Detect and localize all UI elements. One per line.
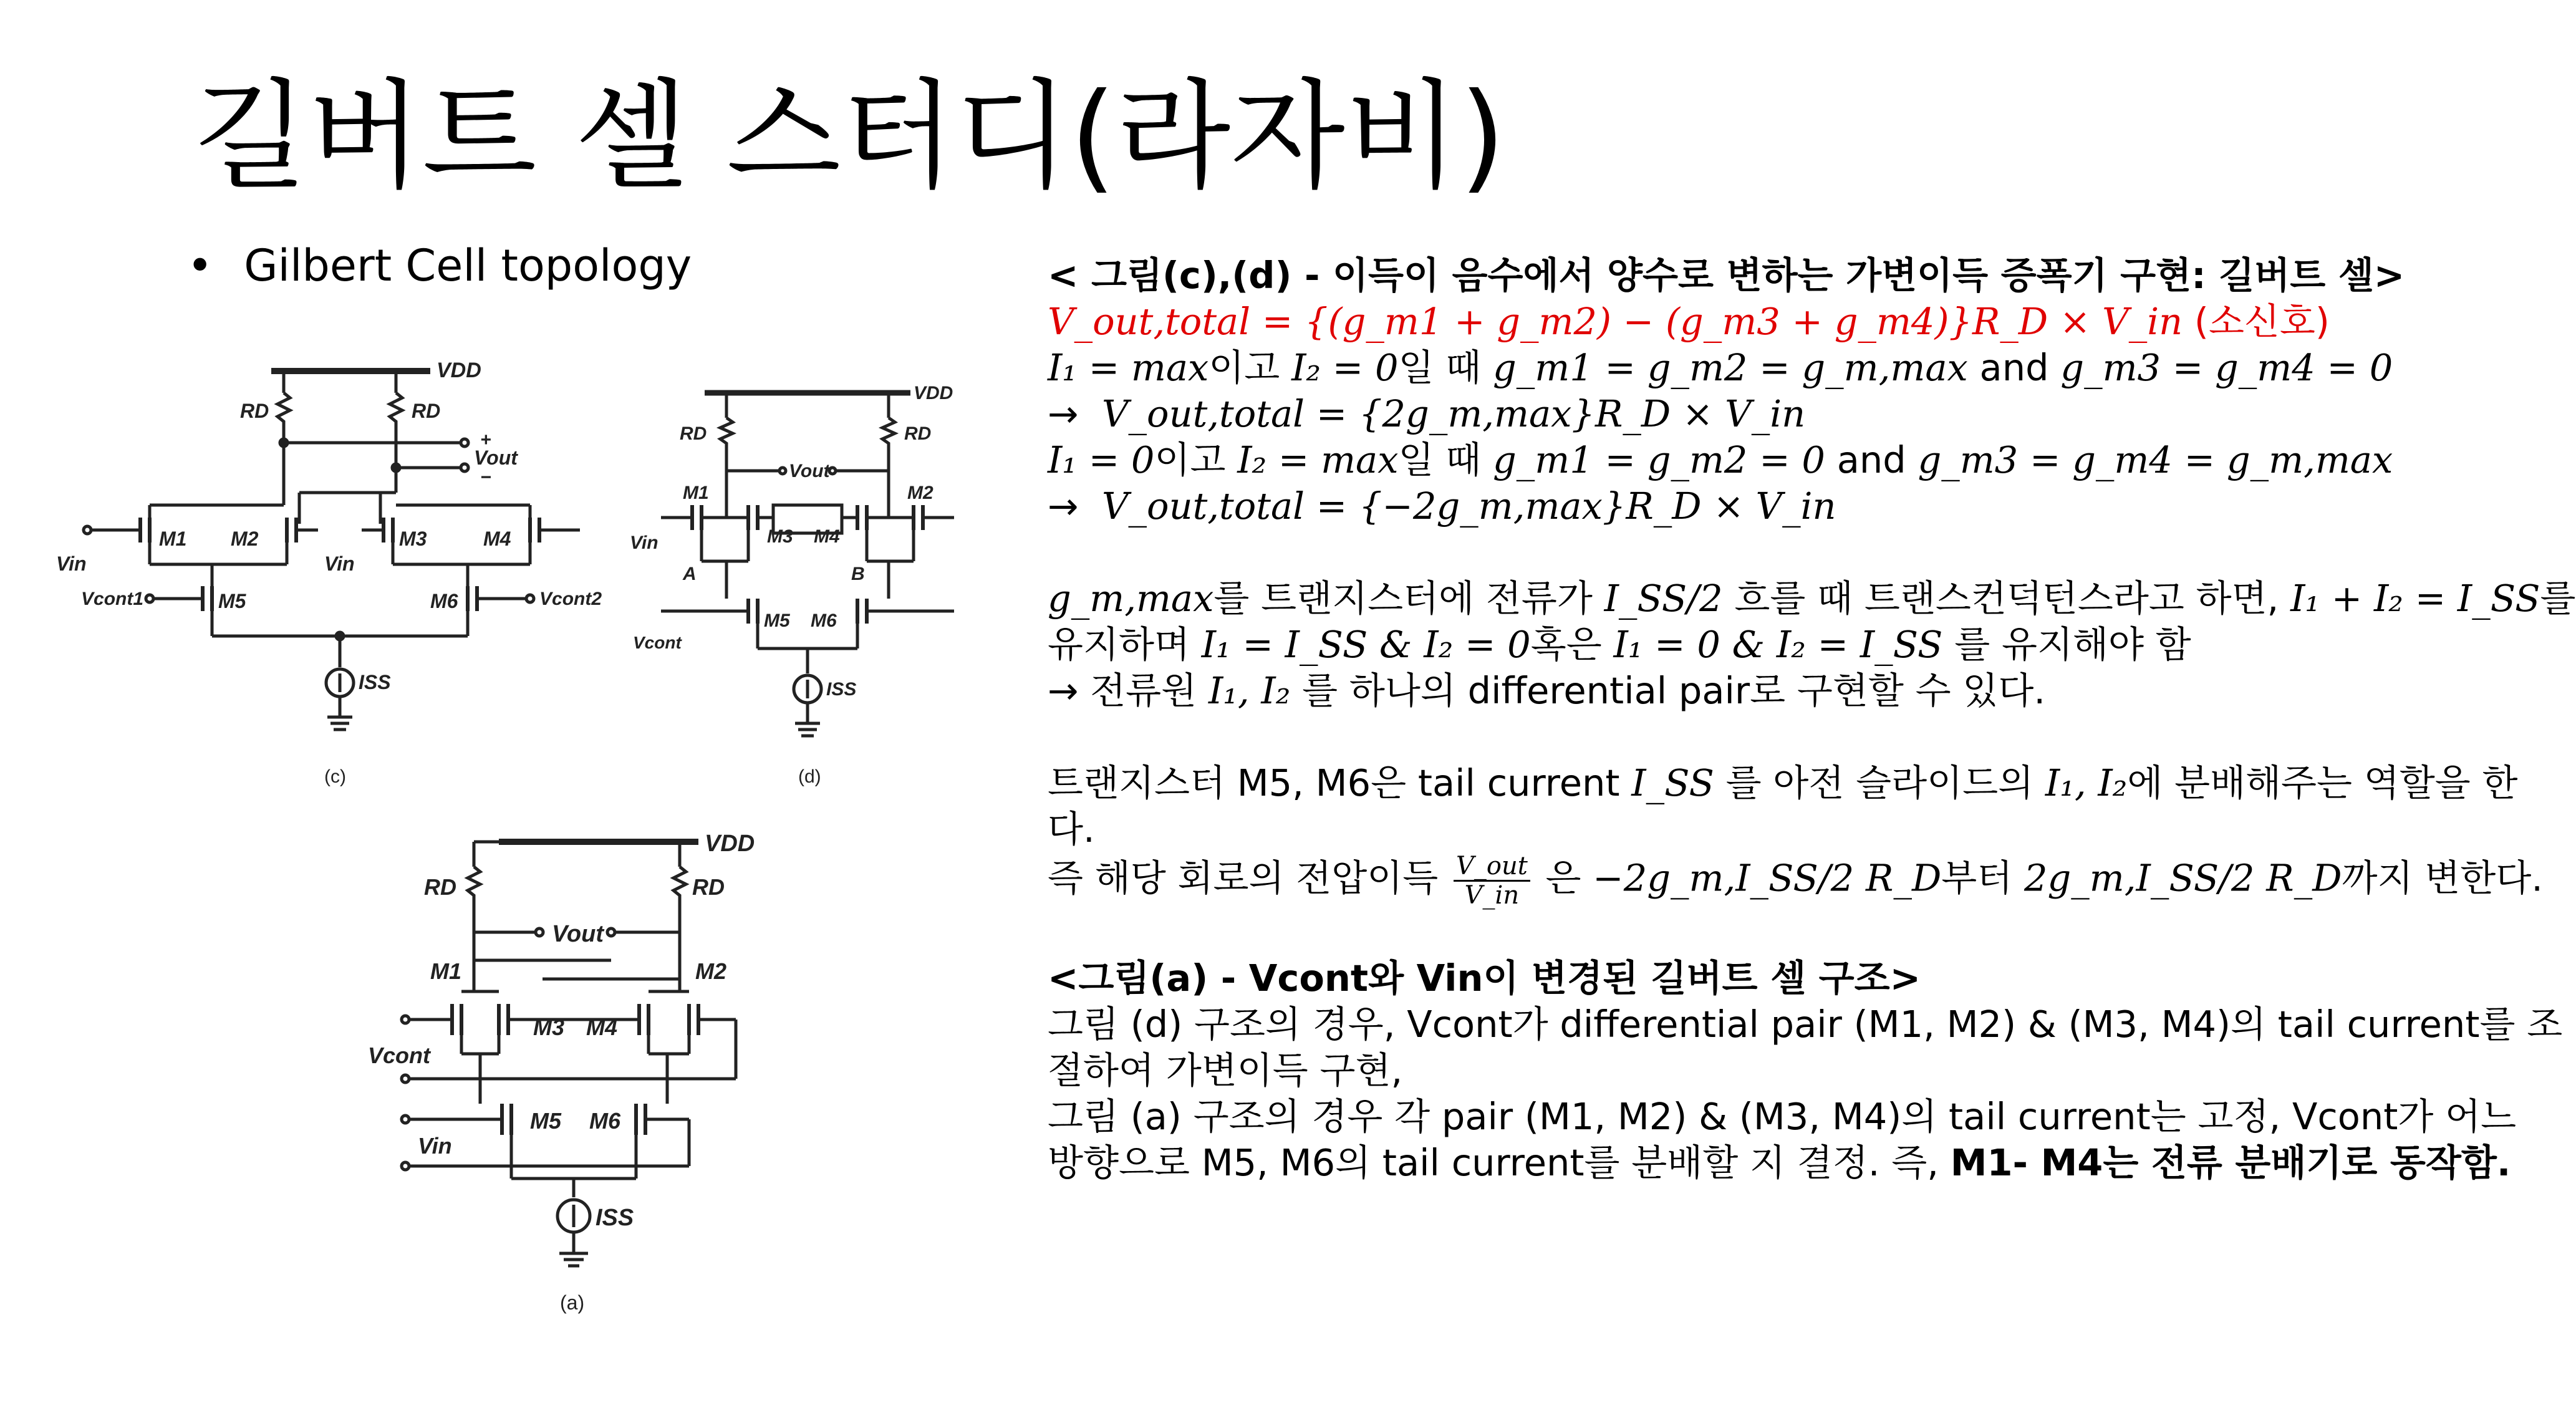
explanation-text: [1048, 253, 2576, 1186]
case2-line: I₁ = 0이고 I₂ = max일 때 g_m1 = g_m2 = 0 and g_m3 = g_m4 = g_m,max: [1048, 438, 2393, 481]
fig-a-m4: M4: [586, 1015, 618, 1040]
fig-c-rd-right: RD: [412, 400, 441, 422]
figure-c-circuit: [25, 349, 655, 798]
fig-c-vdd: VDD: [437, 359, 481, 382]
fig-d-vout: Vout: [789, 461, 830, 481]
para-gain: 즉 해당 회로의 전압이득 $\frac{\text{V\_out}}{V\_in}$ 은 −2g_m,I_SS/2 R_D부터 2g_m,I_SS/2 R_D까지 변한다.: [1048, 852, 2543, 910]
fig-c-vcont1: Vcont1: [81, 589, 144, 609]
fig-d-m2: M2: [907, 483, 933, 503]
fig-a-m1: M1: [430, 958, 462, 984]
fig-d-vdd: VDD: [914, 383, 953, 403]
para-m5m6-cont: 다.: [1048, 808, 1095, 851]
fig-d-m5: M5: [764, 610, 790, 631]
arrow-icon: →: [1048, 392, 1079, 435]
fig-d-rd-right: RD: [904, 423, 932, 444]
fig-c-m6: M6: [430, 590, 458, 612]
equation-main: [1048, 299, 2482, 345]
figure-a-circuit: [349, 817, 786, 1328]
fig-a-m5: M5: [530, 1108, 562, 1134]
fig-a-vdd: VDD: [705, 831, 755, 857]
fig-d-m1: M1: [683, 483, 709, 503]
para-gmmax-1: g_m,max를 트랜지스터에 전류가 I_SS/2 흐를 때 트랜스컨덕턴스라고 하면, I₁ + I₂ = I_SS를: [1048, 577, 2576, 620]
fig-a-m6: M6: [589, 1108, 621, 1134]
fig-a-vin: Vin: [418, 1133, 452, 1159]
heading-cd: < 그림(c),(d) - 이득이 음수에서 양수로 변하는 가변이득 증폭기 구현: 길버트 셀>: [1048, 254, 2405, 297]
para-gmmax-2: 유지하며 I₁ = I_SS & I₂ = 0혹은 I₁ = 0 & I₂ = I_SS 를 유지해야 함: [1048, 623, 2191, 666]
fig-a-vout: Vout: [552, 921, 604, 947]
para-m5m6: 트랜지스터 M5, M6은 tail current I_SS 를 아전 슬라이드의 I₁, I₂에 분배해주는 역할을 한: [1048, 761, 2518, 804]
bullet-item: [187, 240, 692, 291]
fig-c-caption: (c): [324, 766, 346, 787]
heading-a: <그림(a) - Vcont와 Vin이 변경된 길버트 셀 구조>: [1048, 957, 1921, 1000]
arrow-icon: →: [1048, 485, 1079, 528]
fig-d-m3: M3: [767, 526, 793, 547]
para-a-1: 그림 (d) 구조의 경우, Vcont가 differential pair (M1, M2) & (M3, M4)의 tail current를 조: [1048, 1003, 2563, 1046]
gain-fraction: $\frac{\text{V\_out}}{V\_in}$: [1454, 852, 1530, 909]
fig-c-minus: −: [480, 467, 491, 488]
case1-result: → V_out,total = {2g_m,max}R_D × V_in: [1048, 392, 1806, 435]
fig-d-caption: (d): [798, 766, 821, 787]
fig-d-vin: Vin: [630, 533, 658, 553]
eq-main-note: (소신호): [2194, 300, 2330, 343]
fig-a-iss: ISS: [596, 1205, 634, 1231]
fig-a-m2: M2: [695, 958, 727, 984]
bullet-text: Gilbert Cell topology: [244, 240, 692, 291]
fig-c-m4: M4: [483, 528, 511, 550]
para-a-2: 절하여 가변이득 구현,: [1048, 1049, 1403, 1092]
fig-c-plus: +: [480, 430, 491, 450]
fig-c-iss: ISS: [359, 671, 391, 693]
fig-d-m4: M4: [814, 526, 840, 547]
fig-c-vcont2: Vcont2: [539, 589, 602, 609]
fig-a-rd-left: RD: [424, 874, 456, 900]
fig-c-m1: M1: [159, 528, 187, 550]
fig-d-rd-left: RD: [680, 423, 707, 444]
fig-a-m3: M3: [533, 1015, 565, 1040]
fig-c-m5: M5: [218, 590, 246, 612]
fig-d-b: B: [851, 564, 865, 584]
fig-a-vcont: Vcont: [368, 1043, 431, 1068]
arrow-icon: →: [1048, 669, 1079, 712]
case1-line: I₁ = max이고 I₂ = 0일 때 g_m1 = g_m2 = g_m,max and g_m3 = g_m4 = 0: [1048, 346, 2393, 389]
para-a-4: 방향으로 M5, M6의 tail current를 분배할 지 결정. 즉, M1- M4는 전류 분배기로 동작함.: [1048, 1141, 2511, 1184]
fig-c-m3: M3: [399, 528, 427, 550]
fig-d-vcont: Vcont: [633, 633, 682, 652]
fig-a-rd-right: RD: [692, 874, 725, 900]
fig-a-caption: (a): [560, 1291, 585, 1314]
eq-main-formula: V_out,total = {(g_m1 + g_m2) − (g_m3 + g_m4)}R_D × V_in: [1048, 300, 2183, 343]
fig-c-vin-left: Vin: [56, 552, 87, 575]
bullet-dot: •: [187, 240, 213, 291]
figure-d-circuit: [624, 374, 973, 798]
fig-d-m6: M6: [811, 610, 837, 631]
fig-d-a: A: [683, 564, 697, 584]
para-gmmax-3: → 전류원 I₁, I₂ 를 하나의 differential pair로 구현할 수 있다.: [1048, 669, 2046, 712]
fig-c-rd-left: RD: [240, 400, 269, 422]
fig-d-iss: ISS: [826, 679, 857, 700]
slide-title: 길버트 셀 스터디(라자비): [193, 67, 1506, 205]
fig-c-vout: Vout: [474, 446, 518, 469]
para-a-3: 그림 (a) 구조의 경우 각 pair (M1, M2) & (M3, M4)의 tail current는 고정, Vcont가 어느: [1048, 1095, 2517, 1138]
fig-c-vin-mid: Vin: [324, 552, 355, 575]
fig-c-m2: M2: [231, 528, 259, 550]
case2-result: → V_out,total = {−2g_m,max}R_D × V_in: [1048, 485, 1836, 528]
